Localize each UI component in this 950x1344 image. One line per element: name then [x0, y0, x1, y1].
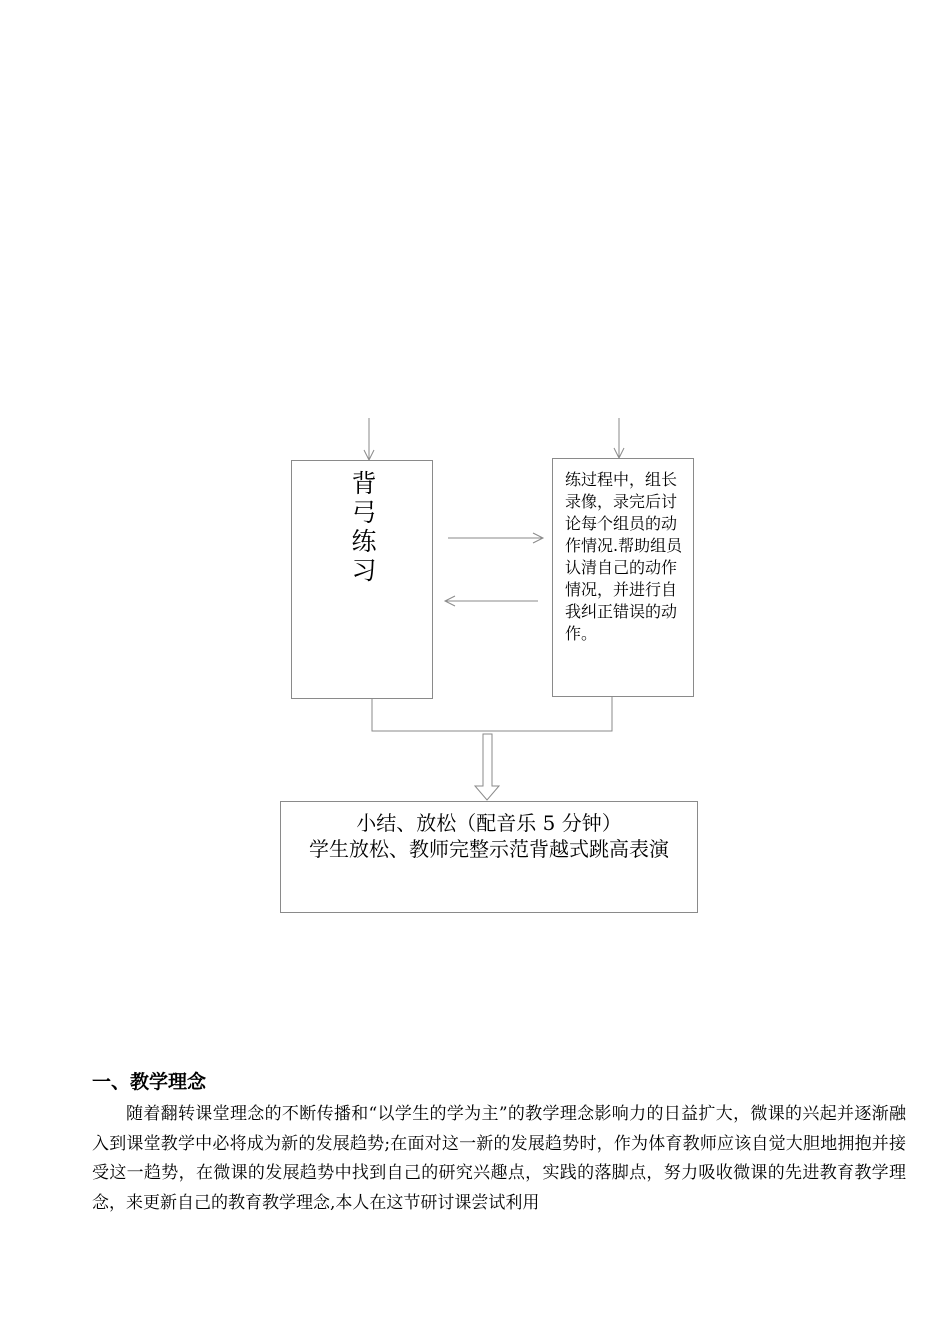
practice-label-char: 练 [351, 527, 377, 556]
recording-box [552, 458, 694, 697]
practice-box [291, 460, 433, 699]
join-bracket [372, 697, 612, 731]
summary-box-text [291, 810, 687, 862]
practice-label-char: 背 [351, 469, 377, 498]
section-heading: 一、教学理念 [92, 1071, 207, 1093]
block-arrow-down [475, 734, 499, 800]
section-paragraph: 随着翻转课堂理念的不断传播和“以学生的学为主”的教学理念影响力的日益扩大，微课的兴起并逐渐融入到课堂教学中必将成为新的发展趋势;在面对这一新的发展趋势时，作为体育教师应该自觉大胆地拥抱并接受这一趋势，在微课的发展趋势中找到自己的研究兴趣点，实践的落脚点，努力吸收微课的先进教育教学理念，来更新自己的教育教学理念,本人在这节研讨课尝试利用 [92, 1104, 906, 1213]
recording-box-text: 练过程中，组长录像，录完后讨论每个组员的动作情况.帮助组员认清自己的动作情况，并进行自我纠正错误的动作。 [565, 470, 683, 643]
summary-line-2: 学生放松、教师完整示范背越式跳高表演 [309, 837, 669, 861]
summary-line-1: 小结、放松（配音乐 5 分钟） [356, 811, 622, 835]
practice-label-char: 习 [351, 556, 377, 585]
practice-label-char: 弓 [351, 498, 377, 527]
practice-box-label [344, 469, 384, 585]
summary-box [280, 801, 698, 913]
